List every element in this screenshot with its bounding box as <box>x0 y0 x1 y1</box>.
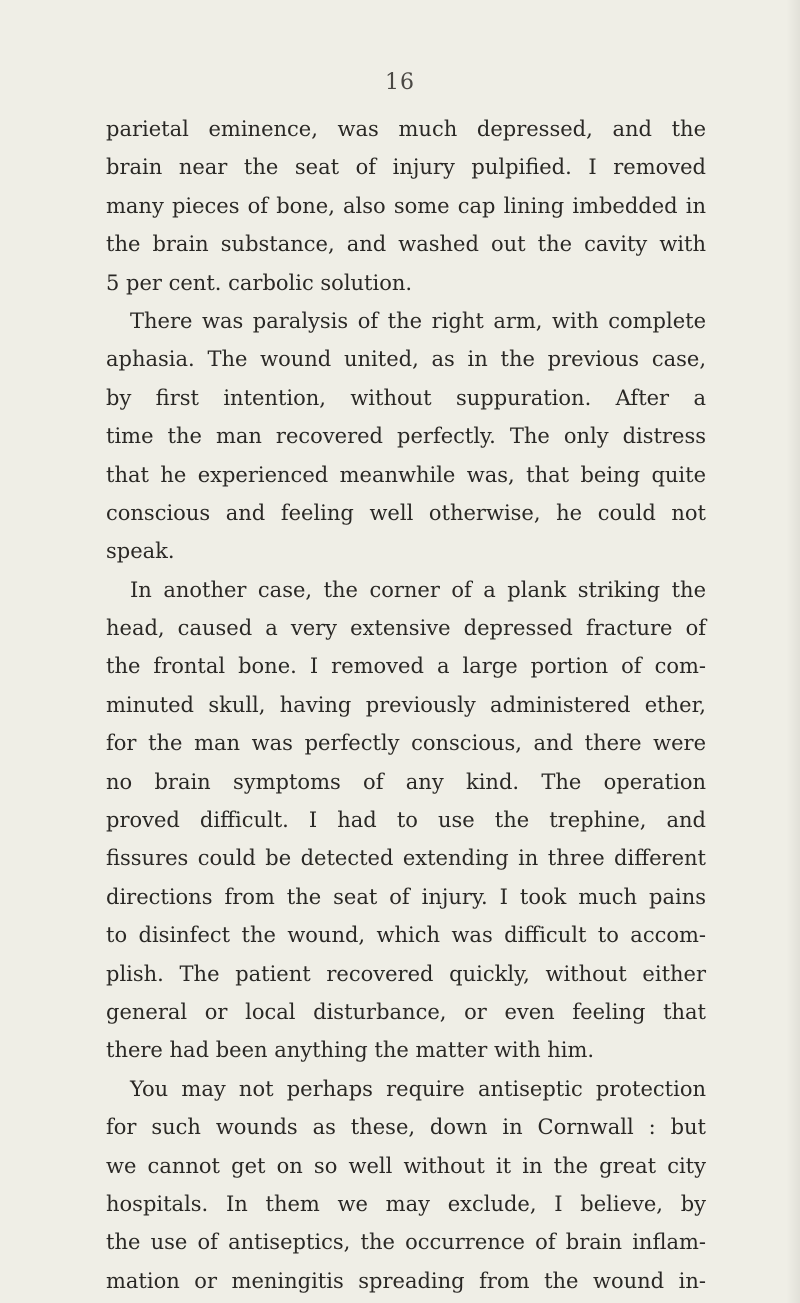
text-line: aphasia. The wound united, as in the previous case, <box>106 347 706 372</box>
text-line: conscious and feeling well otherwise, he could not <box>106 500 706 525</box>
text-line: no brain symptoms of any kind. The operation <box>106 769 706 794</box>
text-line: there had been anything the matter with him. <box>106 1038 595 1063</box>
page-number: 16 <box>385 70 415 95</box>
text-line: many pieces of bone, also some cap lining imbedded in <box>106 193 706 218</box>
text-line: for such wounds as these, down in Cornwall : but <box>106 1115 706 1140</box>
text-line: proved difficult. I had to use the trephine, and <box>106 808 706 833</box>
text-line: general or local disturbance, or even feeling that <box>106 999 706 1024</box>
text-line: In another case, the corner of a plank striking the <box>130 577 706 602</box>
text-line: to disinfect the wound, which was difficult to accom- <box>106 923 706 948</box>
text-line: fissures could be detected extending in three different <box>106 846 706 871</box>
text-line: You may not perhaps require antiseptic protection <box>130 1076 706 1101</box>
text-line: 5 per cent. carbolic solution. <box>106 270 413 295</box>
text-line: plish. The patient recovered quickly, without either <box>106 961 706 986</box>
text-line: we cannot get on so well without it in the great city <box>106 1153 706 1178</box>
text-line: the use of antiseptics, the occurrence of brain inflam- <box>106 1230 706 1255</box>
text-line: the frontal bone. I removed a large portion of com- <box>106 654 706 679</box>
text-line: by first intention, without suppuration. After a <box>106 385 706 410</box>
text-line: directions from the seat of injury. I took much pains <box>106 884 706 909</box>
text-line: mation or meningitis spreading from the wound in- <box>106 1268 706 1293</box>
text-line: speak. <box>106 539 175 564</box>
text-line: parietal eminence, was much depressed, and the <box>106 117 706 141</box>
text-line: brain near the seat of injury pulpified. I removed <box>106 155 706 180</box>
text-line: for the man was perfectly conscious, and there were <box>106 731 706 756</box>
text-line: minuted skull, having previously administered ether, <box>106 692 706 717</box>
page-edge-shadow <box>786 0 800 1303</box>
text-line: head, caused a very extensive depressed fracture of <box>106 616 706 641</box>
text-line: that he experienced meanwhile was, that being quite <box>106 462 706 487</box>
text-line: hospitals. In them we may exclude, I believe, by <box>106 1191 706 1216</box>
text-line: the brain substance, and washed out the cavity with <box>106 232 706 257</box>
text-line: time the man recovered perfectly. The only distress <box>106 424 706 449</box>
text-line: There was paralysis of the right arm, with complete <box>130 308 706 333</box>
body-text <box>106 110 706 1300</box>
